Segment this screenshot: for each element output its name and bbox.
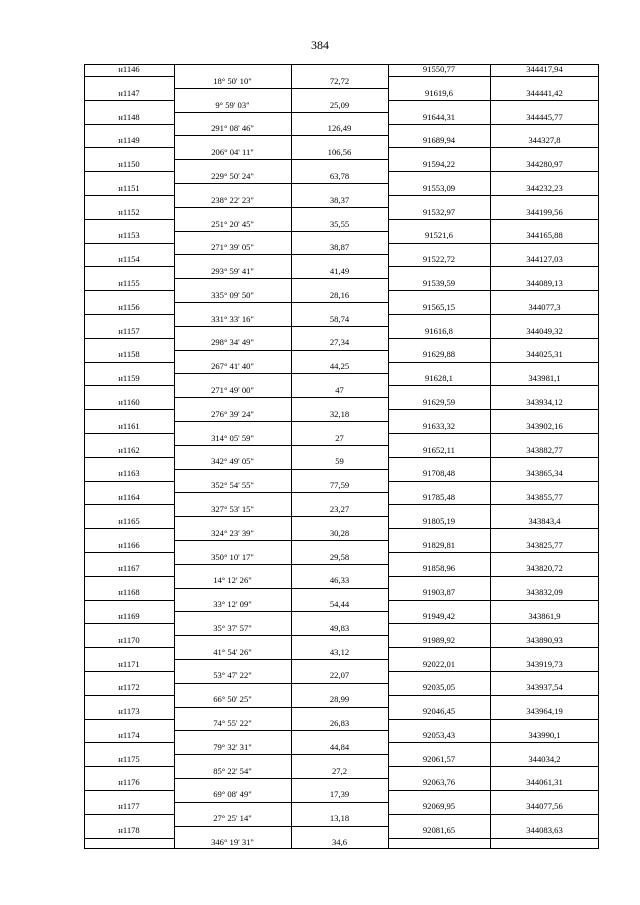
segment-length: 26,83: [329, 717, 350, 728]
segment-length: 77,59: [329, 480, 350, 491]
coord-x: 92069,95: [422, 801, 456, 812]
row-divider: [174, 659, 388, 660]
row-divider: [174, 588, 388, 589]
row-divider: [388, 481, 599, 482]
segment-length: 72,72: [329, 75, 350, 86]
coord-x: 91829,81: [422, 539, 456, 550]
segment-angle: 324° 23' 39": [211, 527, 254, 538]
coord-y: 344061,31: [526, 777, 563, 788]
row-divider: [388, 290, 599, 291]
row-divider: [84, 576, 174, 577]
coord-y: 343964,19: [526, 706, 563, 717]
segment-angle: 276° 39' 24": [211, 408, 254, 419]
segment-length: 35,55: [329, 218, 350, 229]
row-divider: [84, 147, 174, 148]
row-divider: [388, 385, 599, 386]
row-divider: [174, 635, 388, 636]
point-name: н1148: [118, 111, 140, 122]
row-divider: [174, 302, 388, 303]
row-divider: [84, 100, 174, 101]
row-divider: [388, 266, 599, 267]
row-divider: [174, 278, 388, 279]
row-divider: [174, 540, 388, 541]
point-name: н1167: [118, 563, 140, 574]
point-name: н1157: [118, 325, 140, 336]
coord-x: 92035,05: [422, 682, 456, 693]
segment-angle: 18° 50' 10": [213, 75, 252, 86]
row-divider: [174, 88, 388, 89]
coord-x: 91532,97: [422, 206, 456, 217]
row-divider: [84, 504, 174, 505]
segment-length: 38,37: [329, 194, 350, 205]
column-divider: [174, 64, 175, 849]
row-divider: [388, 314, 599, 315]
point-name: н1172: [118, 682, 140, 693]
row-divider: [174, 421, 388, 422]
coord-y: 344232,23: [526, 182, 563, 193]
coord-x: 92053,43: [422, 729, 456, 740]
point-name: н1163: [118, 468, 140, 479]
segment-angle: 342° 49' 05": [211, 456, 254, 467]
row-divider: [84, 76, 174, 77]
segment-angle: 346° 19' 31": [211, 836, 254, 847]
segment-angle: 85° 22' 54": [213, 765, 252, 776]
segment-length: 43,12: [329, 646, 350, 657]
row-divider: [174, 469, 388, 470]
coord-y: 344445,77: [526, 111, 563, 122]
point-name: н1151: [118, 182, 140, 193]
segment-angle: 335° 09' 50": [211, 289, 254, 300]
coord-x: 91689,94: [422, 135, 456, 146]
coord-y: 343820,72: [526, 563, 563, 574]
coord-y: 343937,54: [526, 682, 563, 693]
coord-y: 344034,2: [528, 753, 561, 764]
coord-x: 91629,88: [422, 349, 456, 360]
segment-length: 28,16: [329, 289, 350, 300]
row-divider: [174, 373, 388, 374]
row-divider: [174, 445, 388, 446]
segment-angle: 271° 39' 05": [211, 242, 254, 253]
row-divider: [388, 100, 599, 101]
row-divider: [174, 207, 388, 208]
coord-x: 91521,6: [425, 230, 453, 241]
row-divider: [174, 326, 388, 327]
point-name: н1154: [118, 254, 140, 265]
row-divider: [84, 742, 174, 743]
row-divider: [84, 814, 174, 815]
coord-x: 91628,1: [425, 373, 453, 384]
coord-y: 344441,42: [526, 87, 563, 98]
segment-length: 46,33: [329, 575, 350, 586]
segment-angle: 352° 54' 55": [211, 480, 254, 491]
segment-length: 59: [335, 456, 344, 467]
point-name: н1169: [118, 610, 140, 621]
row-divider: [388, 504, 599, 505]
coord-y: 344165,88: [526, 230, 563, 241]
point-name: н1171: [118, 658, 140, 669]
row-divider: [84, 552, 174, 553]
segment-length: 30,28: [329, 527, 350, 538]
coord-x: 91858,96: [422, 563, 456, 574]
segment-length: 27: [335, 432, 344, 443]
point-name: н1146: [118, 64, 140, 74]
coord-x: 91903,87: [422, 587, 456, 598]
row-divider: [84, 695, 174, 696]
row-divider: [388, 219, 599, 220]
segment-length: 13,18: [329, 813, 350, 824]
segment-length: 29,58: [329, 551, 350, 562]
row-divider: [388, 552, 599, 553]
coord-x: 91644,31: [422, 111, 456, 122]
row-divider: [388, 647, 599, 648]
row-divider: [174, 183, 388, 184]
row-divider: [388, 600, 599, 601]
point-name: н1162: [118, 444, 140, 455]
row-divider: [388, 838, 599, 839]
segment-length: 106,56: [327, 147, 352, 158]
coord-y: 343990,1: [528, 729, 561, 740]
segment-length: 27,2: [331, 765, 348, 776]
coord-y: 344417,94: [526, 64, 563, 74]
coord-y: 343832,09: [526, 587, 563, 598]
segment-length: 27,34: [329, 337, 350, 348]
row-divider: [388, 243, 599, 244]
row-divider: [388, 623, 599, 624]
segment-angle: 271° 49' 00": [211, 385, 254, 396]
row-divider: [84, 433, 174, 434]
coord-x: 91805,19: [422, 515, 456, 526]
segment-angle: 35° 37' 57": [213, 622, 252, 633]
coord-x: 91989,92: [422, 634, 456, 645]
row-divider: [174, 350, 388, 351]
segment-length: 22,07: [329, 670, 350, 681]
segment-angle: 14° 12' 26": [213, 575, 252, 586]
point-name: н1175: [118, 753, 140, 764]
segment-angle: 327° 53' 15": [211, 503, 254, 514]
segment-angle: 267° 41' 40": [211, 361, 254, 372]
point-name: н1150: [118, 159, 140, 170]
segment-angle: 206° 04' 11": [211, 147, 254, 158]
row-divider: [174, 683, 388, 684]
coord-x: 92061,57: [422, 753, 456, 764]
coord-x: 91522,72: [422, 254, 456, 265]
coord-x: 91550,77: [422, 64, 456, 74]
segment-angle: 74° 55' 22": [213, 717, 252, 728]
segment-angle: 331° 33' 16": [211, 313, 254, 324]
row-divider: [388, 433, 599, 434]
coord-y: 344089,13: [526, 278, 563, 289]
row-divider: [84, 600, 174, 601]
coord-x: 91565,15: [422, 301, 456, 312]
segment-angle: 9° 59' 03": [215, 99, 250, 110]
row-divider: [174, 730, 388, 731]
row-divider: [388, 409, 599, 410]
coord-y: 343981,1: [528, 373, 561, 384]
coord-y: 344077,3: [528, 301, 561, 312]
row-divider: [84, 838, 174, 839]
segment-angle: 69° 08' 49": [213, 789, 252, 800]
segment-angle: 238° 22' 23": [211, 194, 254, 205]
point-name: н1160: [118, 396, 140, 407]
point-name: н1166: [118, 539, 140, 550]
point-name: н1158: [118, 349, 140, 360]
row-divider: [174, 611, 388, 612]
segment-length: 54,44: [329, 599, 350, 610]
row-divider: [388, 719, 599, 720]
page-number: 384: [311, 38, 329, 52]
row-divider: [84, 171, 174, 172]
segment-length: 23,27: [329, 503, 350, 514]
coord-x: 92063,76: [422, 777, 456, 788]
segment-length: 41,49: [329, 266, 350, 277]
coord-y: 344083,63: [526, 825, 563, 835]
row-divider: [84, 219, 174, 220]
coord-y: 344025,31: [526, 349, 563, 360]
row-divider: [84, 671, 174, 672]
point-name: н1170: [118, 634, 140, 645]
coord-x: 91708,48: [422, 468, 456, 479]
coord-y: 343825,77: [526, 539, 563, 550]
segment-length: 32,18: [329, 408, 350, 419]
row-divider: [388, 528, 599, 529]
row-divider: [388, 695, 599, 696]
segment-length: 44,84: [329, 741, 350, 752]
point-name: н1155: [118, 278, 140, 289]
row-divider: [174, 826, 388, 827]
row-divider: [174, 492, 388, 493]
segment-angle: 33° 12' 09": [213, 599, 252, 610]
point-name: н1174: [118, 729, 140, 740]
coord-x: 91619,6: [425, 87, 453, 98]
segment-angle: 41° 54' 26": [213, 646, 252, 657]
coord-y: 343861,9: [528, 610, 561, 621]
segment-length: 28,99: [329, 694, 350, 705]
row-divider: [174, 707, 388, 708]
row-divider: [388, 362, 599, 363]
segment-angle: 350° 10' 17": [211, 551, 254, 562]
row-divider: [174, 778, 388, 779]
coord-x: 91785,48: [422, 492, 456, 503]
point-name: н1159: [118, 373, 140, 384]
row-divider: [174, 231, 388, 232]
coord-y: 344199,56: [526, 206, 563, 217]
segment-length: 34,6: [331, 836, 348, 847]
segment-angle: 251° 20' 45": [211, 218, 254, 229]
row-divider: [388, 671, 599, 672]
row-divider: [174, 802, 388, 803]
segment-angle: 79° 32' 31": [213, 741, 252, 752]
coord-x: 92046,45: [422, 706, 456, 717]
row-divider: [84, 338, 174, 339]
coord-x: 91616,8: [425, 325, 453, 336]
column-divider: [291, 64, 292, 849]
row-divider: [84, 766, 174, 767]
point-name: н1156: [118, 301, 140, 312]
coord-y: 344049,32: [526, 325, 563, 336]
coord-y: 343890,93: [526, 634, 563, 645]
coord-y: 344127,03: [526, 254, 563, 265]
row-divider: [174, 159, 388, 160]
row-divider: [84, 481, 174, 482]
row-divider: [84, 623, 174, 624]
segment-angle: 293° 59' 41": [211, 266, 254, 277]
coord-y: 344077,56: [526, 801, 563, 812]
row-divider: [84, 457, 174, 458]
row-divider: [84, 314, 174, 315]
segment-angle: 53° 47' 22": [213, 670, 252, 681]
row-divider: [84, 124, 174, 125]
coord-x: 91633,32: [422, 420, 456, 431]
segment-angle: 229° 50' 24": [211, 171, 254, 182]
segment-angle: 27° 25' 14": [213, 813, 252, 824]
segment-length: 38,87: [329, 242, 350, 253]
segment-length: 63,78: [329, 171, 350, 182]
coord-y: 344327,8: [528, 135, 561, 146]
row-divider: [174, 397, 388, 398]
row-divider: [388, 814, 599, 815]
row-divider: [84, 243, 174, 244]
segment-angle: 298° 34' 49": [211, 337, 254, 348]
segment-length: 126,49: [327, 123, 352, 134]
coord-x: 91594,22: [422, 159, 456, 170]
row-divider: [174, 754, 388, 755]
row-divider: [388, 742, 599, 743]
row-divider: [388, 195, 599, 196]
segment-length: 17,39: [329, 789, 350, 800]
row-divider: [388, 766, 599, 767]
segment-angle: 314° 05' 59": [211, 432, 254, 443]
row-divider: [84, 362, 174, 363]
coord-x: 91629,59: [422, 396, 456, 407]
point-name: н1161: [118, 420, 140, 431]
row-divider: [174, 112, 388, 113]
point-name: н1178: [118, 825, 140, 835]
row-divider: [388, 338, 599, 339]
coord-y: 343865,34: [526, 468, 563, 479]
row-divider: [174, 564, 388, 565]
row-divider: [388, 147, 599, 148]
coord-x: 92081,65: [422, 825, 456, 835]
segment-length: 47: [335, 385, 344, 396]
row-divider: [84, 647, 174, 648]
row-divider: [174, 135, 388, 136]
coord-y: 343843,4: [528, 515, 561, 526]
row-divider: [84, 528, 174, 529]
row-divider: [84, 409, 174, 410]
segment-angle: 291° 08' 46": [211, 123, 254, 134]
coord-x: 91949,42: [422, 610, 456, 621]
point-name: н1164: [118, 492, 140, 503]
row-divider: [388, 124, 599, 125]
segment-length: 58,74: [329, 313, 350, 324]
point-name: н1173: [118, 706, 140, 717]
row-divider: [174, 254, 388, 255]
row-divider: [388, 457, 599, 458]
coord-x: 91652,11: [423, 444, 455, 455]
point-name: н1165: [118, 515, 140, 526]
survey-table: [84, 64, 599, 849]
point-name: н1168: [118, 587, 140, 598]
coord-y: 343855,77: [526, 492, 563, 503]
row-divider: [84, 790, 174, 791]
segment-angle: 66° 50' 25": [213, 694, 252, 705]
point-name: н1176: [118, 777, 140, 788]
coord-y: 343934,12: [526, 396, 563, 407]
row-divider: [84, 266, 174, 267]
row-divider: [84, 195, 174, 196]
segment-length: 49,83: [329, 622, 350, 633]
coord-y: 343882,77: [526, 444, 563, 455]
row-divider: [84, 385, 174, 386]
row-divider: [388, 76, 599, 77]
coord-y: 343902,16: [526, 420, 563, 431]
row-divider: [388, 576, 599, 577]
point-name: н1149: [118, 135, 140, 146]
coord-y: 344280,97: [526, 159, 563, 170]
coord-x: 92022,01: [422, 658, 456, 669]
coord-x: 91553,09: [422, 182, 456, 193]
point-name: н1147: [118, 87, 140, 98]
segment-length: 44,25: [329, 361, 350, 372]
coord-y: 343919,73: [526, 658, 563, 669]
row-divider: [174, 516, 388, 517]
row-divider: [388, 171, 599, 172]
row-divider: [84, 290, 174, 291]
point-name: н1153: [118, 230, 140, 241]
point-name: н1177: [118, 801, 140, 812]
segment-length: 25,09: [329, 99, 350, 110]
coord-x: 91539,59: [422, 278, 456, 289]
row-divider: [84, 719, 174, 720]
point-name: н1152: [118, 206, 140, 217]
row-divider: [388, 790, 599, 791]
